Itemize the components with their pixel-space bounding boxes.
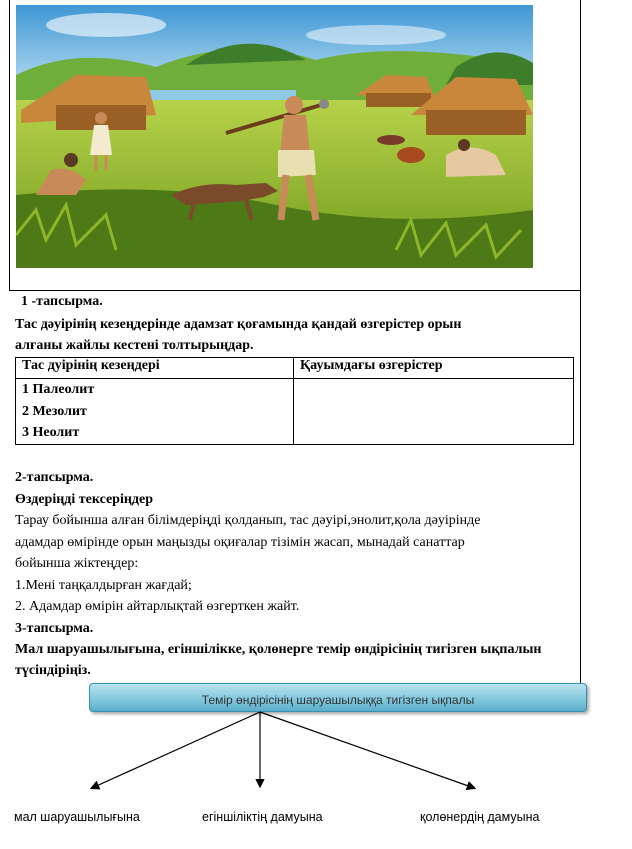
periods-cell bbox=[16, 379, 294, 445]
task3-question-line2: түсіндіріңіз. bbox=[15, 663, 91, 678]
branch-farming: егіншіліктің дамуына bbox=[202, 810, 323, 824]
task2-line: бойынша жіктеңдер: bbox=[15, 556, 139, 571]
task2-line: адамдар өмірінде орын маңызды оқиғалар тізімін жасап, мынадай санаттар bbox=[15, 535, 465, 550]
banner-text: Темір өндірісінің шаруашылыққа тигізген ықпалы bbox=[201, 693, 475, 707]
arrow-to-livestock bbox=[92, 712, 260, 788]
table-row bbox=[16, 379, 574, 445]
stone-age-periods-table bbox=[15, 357, 574, 445]
task1-question-line2: алғаны жайлы кестені толтырыңдар. bbox=[15, 338, 254, 353]
frame-left-border bbox=[9, 0, 10, 290]
task2-title: 2-тапсырма. bbox=[15, 470, 94, 485]
frame-right-border bbox=[580, 0, 581, 690]
task2-line: 1.Мені таңқалдырған жағдай; bbox=[15, 578, 192, 593]
changes-answer-cell[interactable] bbox=[294, 379, 574, 445]
table-header-row bbox=[16, 358, 574, 379]
header-periods: Тас дуірінің кезеңдері bbox=[16, 358, 294, 379]
stone-age-illustration bbox=[16, 5, 533, 268]
arrow-to-crafts bbox=[260, 712, 474, 788]
period-mesolithic: 2 Мезолит bbox=[22, 403, 87, 419]
branch-livestock: мал шаруашылығына bbox=[14, 810, 140, 824]
task2-subtitle: Өздеріңді тексеріңдер bbox=[15, 492, 154, 507]
period-neolithic: 3 Неолит bbox=[22, 425, 80, 440]
task3-title: 3-тапсырма. bbox=[15, 621, 94, 636]
task2-line: Тарау бойынша алған білімдеріңді қолданып, тас дәуірі,энолит,қола дәуірінде bbox=[15, 513, 481, 528]
period-paleolithic: 1 Палеолит bbox=[22, 382, 95, 397]
task3-question-line1: Мал шаруашылығына, егіншілікке, қолөнерге темір өндірісінің тигізген ықпалын bbox=[15, 642, 542, 657]
branch-arrows bbox=[0, 700, 632, 800]
task2-line: 2. Адамдар өмірін айтарлықтай өзгерткен жайт. bbox=[15, 599, 300, 614]
header-changes: Қауымдағы өзгерістер bbox=[294, 358, 574, 379]
task1-title: 1 -тапсырма. bbox=[21, 294, 103, 309]
branch-crafts: қолөнердің дамуына bbox=[420, 810, 540, 824]
task1-question-line1: Тас дәуірінің кезеңдерінде адамзат қоғамында қандай өзгерістер орын bbox=[15, 317, 462, 332]
